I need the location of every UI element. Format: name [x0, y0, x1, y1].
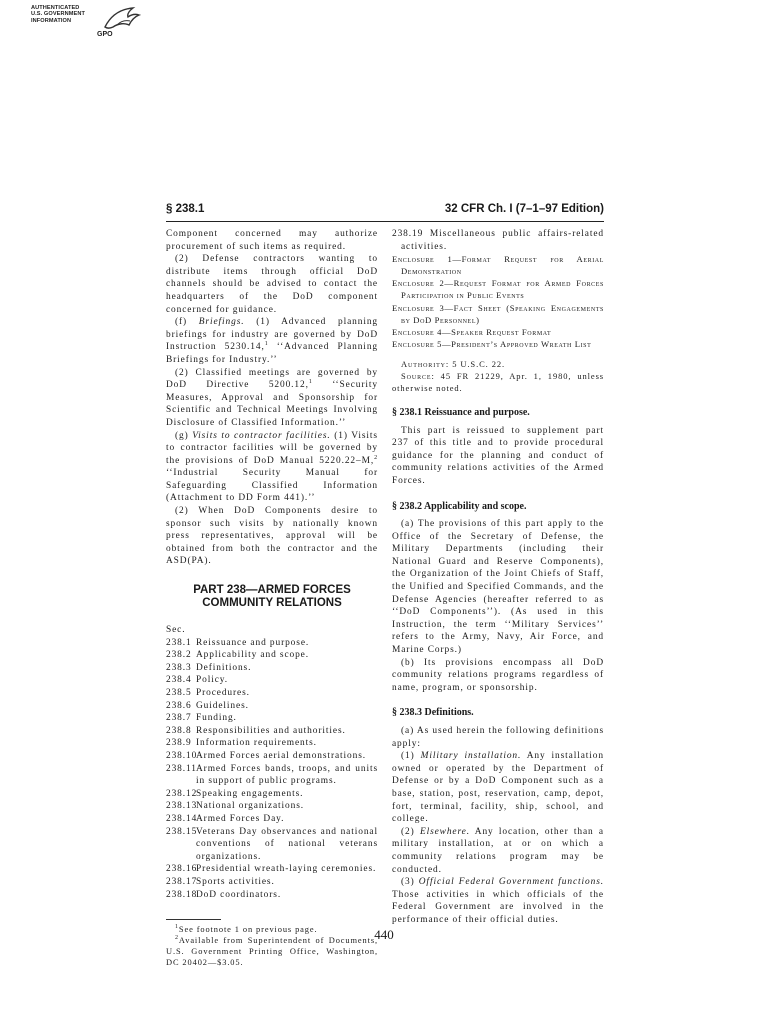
text: (1) Visits to contractor facilities will be governed by the provisions of DoD Manual 5220.22–M,: [166, 430, 378, 466]
toc-number: 238.18: [166, 889, 198, 900]
enclosure-item[interactable]: Enclosure 5—President’s Approved Wreath List: [392, 338, 592, 349]
toc-number: 238.13: [166, 801, 198, 812]
page-number: 440: [374, 927, 394, 942]
toc-item[interactable]: [166, 876, 378, 889]
toc-title: Applicability and scope.: [196, 650, 309, 661]
paragraph: (a) As used herein the following definitions apply:: [392, 726, 604, 749]
toc-item[interactable]: [166, 662, 378, 675]
toc-item[interactable]: [166, 649, 378, 662]
logo-line-2: U.S. GOVERNMENT: [31, 11, 86, 18]
footnote-text: See footnote 1 on previous page.: [178, 925, 318, 935]
gpo-mark: GPO: [97, 31, 113, 38]
text: Any location, other than a military installation, at or on which a community relations program may be conducted.: [392, 826, 604, 875]
text: (g): [175, 430, 193, 441]
text: ‘‘Security Measures, Approval and Sponsorship for Scientific and Technical Meetings Involving Disclosure of Classified Information.’’: [166, 380, 378, 428]
toc-number: 238.2: [166, 650, 192, 661]
toc-item[interactable]: [166, 763, 378, 788]
part-title-line-2: COMMUNITY RELATIONS: [202, 597, 342, 610]
toc-title: Funding.: [196, 713, 237, 724]
toc-item[interactable]: [166, 826, 378, 864]
toc-number: 238.7: [166, 713, 192, 724]
footnote-mark: 2: [175, 935, 179, 942]
section-heading: § 238.3 Definitions.: [392, 707, 474, 719]
footnote-text: Available from Superintendent of Documents, U.S. Government Printing Office, Washington, DC 20402—$3.05.: [166, 936, 378, 968]
section-number-header: § 238.1: [166, 203, 205, 215]
enclosure-item[interactable]: Enclosure 4—Speaker Request Format: [392, 326, 552, 337]
running-header: [166, 203, 604, 219]
toc-number: 238.11: [166, 763, 197, 774]
toc-number: 238.6: [166, 700, 192, 711]
toc-number: 238.5: [166, 688, 192, 698]
section-heading: § 238.1 Reissuance and purpose.: [392, 406, 530, 418]
gpo-authentication-logo: [31, 5, 141, 43]
toc-item[interactable]: [166, 863, 378, 876]
section-heading: § 238.2 Applicability and scope.: [392, 500, 527, 512]
toc-title: Procedures.: [196, 688, 250, 698]
toc-title: Armed Forces bands, troops, and units in support of public programs.: [196, 763, 378, 787]
paragraph-classified-meetings: [166, 367, 378, 430]
toc-title: Armed Forces aerial demonstrations.: [196, 750, 367, 761]
toc-item[interactable]: [166, 813, 378, 826]
toc-number: 238.8: [166, 725, 192, 736]
header-rule: [166, 221, 604, 222]
toc-number: 238.3: [166, 662, 192, 673]
toc-title: Information requirements.: [196, 738, 317, 749]
source-note: [392, 370, 604, 394]
toc-title: Guidelines.: [196, 700, 249, 711]
toc-title: Policy.: [196, 675, 228, 686]
paragraph: This part is reissued to supplement part 237 of this title and to provide procedural guidance for the planning and conduct of community relations activities of the Armed Forces.: [392, 425, 604, 486]
toc-title: Definitions.: [196, 662, 252, 673]
authority-label: Authority:: [401, 358, 450, 369]
cfr-edition-header: 32 CFR Ch. I (7–1–97 Edition): [444, 203, 604, 215]
paragraph-heading: Briefings.: [198, 317, 245, 328]
toc-title: Responsibilities and authorities.: [196, 725, 346, 736]
toc-item[interactable]: [166, 712, 378, 725]
toc-item[interactable]: [166, 750, 378, 763]
paragraph-visits: [166, 430, 378, 506]
enclosure-item[interactable]: Enclosure 3—Fact Sheet (Speaking Engagements by DoD Personnel): [392, 302, 604, 325]
defined-term: Elsewhere.: [419, 826, 470, 837]
toc-number: 238.16: [166, 864, 198, 875]
text: (1) Advanced planning briefings for industry are governed by DoD Instruction 5230.14,: [166, 317, 379, 353]
defined-term: Official Federal Government functions.: [418, 877, 604, 888]
toc-title: Speaking engagements.: [196, 788, 304, 799]
left-column: [166, 228, 378, 968]
logo-line-1: AUTHENTICATED: [31, 5, 80, 11]
toc-title: DoD coordinators.: [196, 889, 282, 900]
authority-text: 5 U.S.C. 22.: [449, 358, 506, 369]
text: (1): [401, 751, 421, 762]
toc-number: 238.4: [166, 675, 192, 686]
toc-number: 238.15: [166, 826, 198, 837]
toc-item[interactable]: [166, 700, 378, 713]
definition-official-functions: [392, 876, 604, 926]
toc-number: 238.12: [166, 788, 198, 799]
paragraph: (b) Its provisions encompass all DoD community relations programs regardless of name, program, or sponsorship.: [392, 657, 604, 693]
toc-title: Veterans Day observances and national conventions of national veterans organizations.: [196, 826, 378, 862]
text: Any installation owned or operated by the Department of Defense or by a DoD Component such as a base, station, post, reservation, camp, depot, fort, terminal, facility, ship, school, and college.: [392, 751, 604, 825]
toc-item[interactable]: [166, 737, 378, 750]
paragraph: (2) Defense contractors wanting to distribute items through official DoD channels should be advised to contact the headquarters of the DoD component concerned for guidance.: [166, 254, 378, 315]
text: ‘‘Industrial Security Manual for Safeguarding Classified Information (Attachment to DD Form 441).’’: [166, 468, 378, 504]
toc-item[interactable]: [166, 725, 378, 738]
paragraph: (2) When DoD Components desire to sponsor such visits by nationally known press representatives, approval will be obtained from both the contractor and the ASD(PA).: [166, 506, 378, 567]
toc-item[interactable]: [166, 788, 378, 801]
part-title-line-1: PART 238—ARMED FORCES: [193, 584, 351, 597]
text: (3): [401, 877, 419, 888]
text: (f): [175, 317, 199, 328]
part-title: [166, 584, 378, 610]
footnote-1: [166, 924, 378, 935]
text: Those activities in which officials of the Federal Government are involved in the performance of their official duties.: [392, 889, 604, 925]
source-label: Source:: [401, 370, 435, 381]
logo-line-3: INFORMATION: [31, 17, 72, 24]
footnote-ref: 2: [374, 454, 378, 461]
paragraph-briefings: [166, 316, 378, 366]
text: (2): [401, 826, 420, 837]
toc-label: Sec.: [166, 625, 186, 636]
source-text: 45 FR 21229, Apr. 1, 1980, unless otherwise noted.: [392, 370, 604, 393]
toc-item[interactable]: [166, 889, 378, 902]
footnote-2: [166, 935, 378, 968]
definition-military-installation: [392, 750, 604, 826]
toc-number: 238.9: [166, 738, 192, 749]
toc-item[interactable]: 238.19 Miscellaneous public affairs-related activities.: [392, 229, 604, 252]
toc-number: 238.17: [166, 876, 198, 887]
toc-number: 238.1: [166, 637, 192, 648]
toc-item[interactable]: [166, 674, 378, 687]
paragraph: (a) The provisions of this part apply to the Office of the Secretary of Defense, the Military Departments (including their National Guard and Reserve Components), the Organization of the Joint Chiefs of Staff, the Unified and Specified Commands, and the Defense Agencies (hereafter referred to as ‘‘DoD Components’’). (As used in this Instruction, the term ‘‘Military Services’’ refers to the Army, Navy, Air Force, and Marine Corps.): [392, 519, 604, 656]
toc-title: Reissuance and purpose.: [196, 637, 310, 648]
defined-term: Military installation.: [420, 751, 522, 762]
toc-title: Armed Forces Day.: [196, 813, 285, 824]
paragraph-heading: Visits to contractor facilities.: [192, 430, 331, 441]
toc-title: National organizations.: [196, 801, 305, 812]
footnote-ref: 1: [264, 341, 269, 348]
enclosure-item[interactable]: Enclosure 1—Format Request for Aerial Demonstration: [392, 254, 604, 277]
paragraph: Component concerned may authorize procurement of such items as required.: [166, 229, 378, 252]
authority-note: [392, 358, 604, 370]
right-column: [392, 228, 604, 927]
footnote-mark: 1: [175, 924, 179, 931]
toc-item[interactable]: [166, 800, 378, 813]
text: ‘‘Advanced Planning Briefings for Industry.’’: [166, 342, 378, 365]
toc-item[interactable]: [166, 687, 378, 700]
toc-item[interactable]: [166, 637, 378, 650]
toc-number: 238.14: [166, 813, 198, 824]
text: (2) Classified meetings are governed by DoD Directive 5200.12,: [166, 367, 378, 391]
toc-title: Sports activities.: [196, 876, 275, 887]
footnote-ref: 1: [308, 379, 313, 385]
enclosure-item[interactable]: Enclosure 2—Request Format for Armed Forces Participation in Public Events: [392, 278, 604, 301]
toc-title: Presidential wreath-laying ceremonies.: [196, 864, 377, 875]
footnote-separator: [166, 919, 221, 920]
table-of-contents: [166, 637, 378, 901]
toc-number: 238.10: [166, 750, 198, 761]
definition-elsewhere: [392, 826, 604, 876]
